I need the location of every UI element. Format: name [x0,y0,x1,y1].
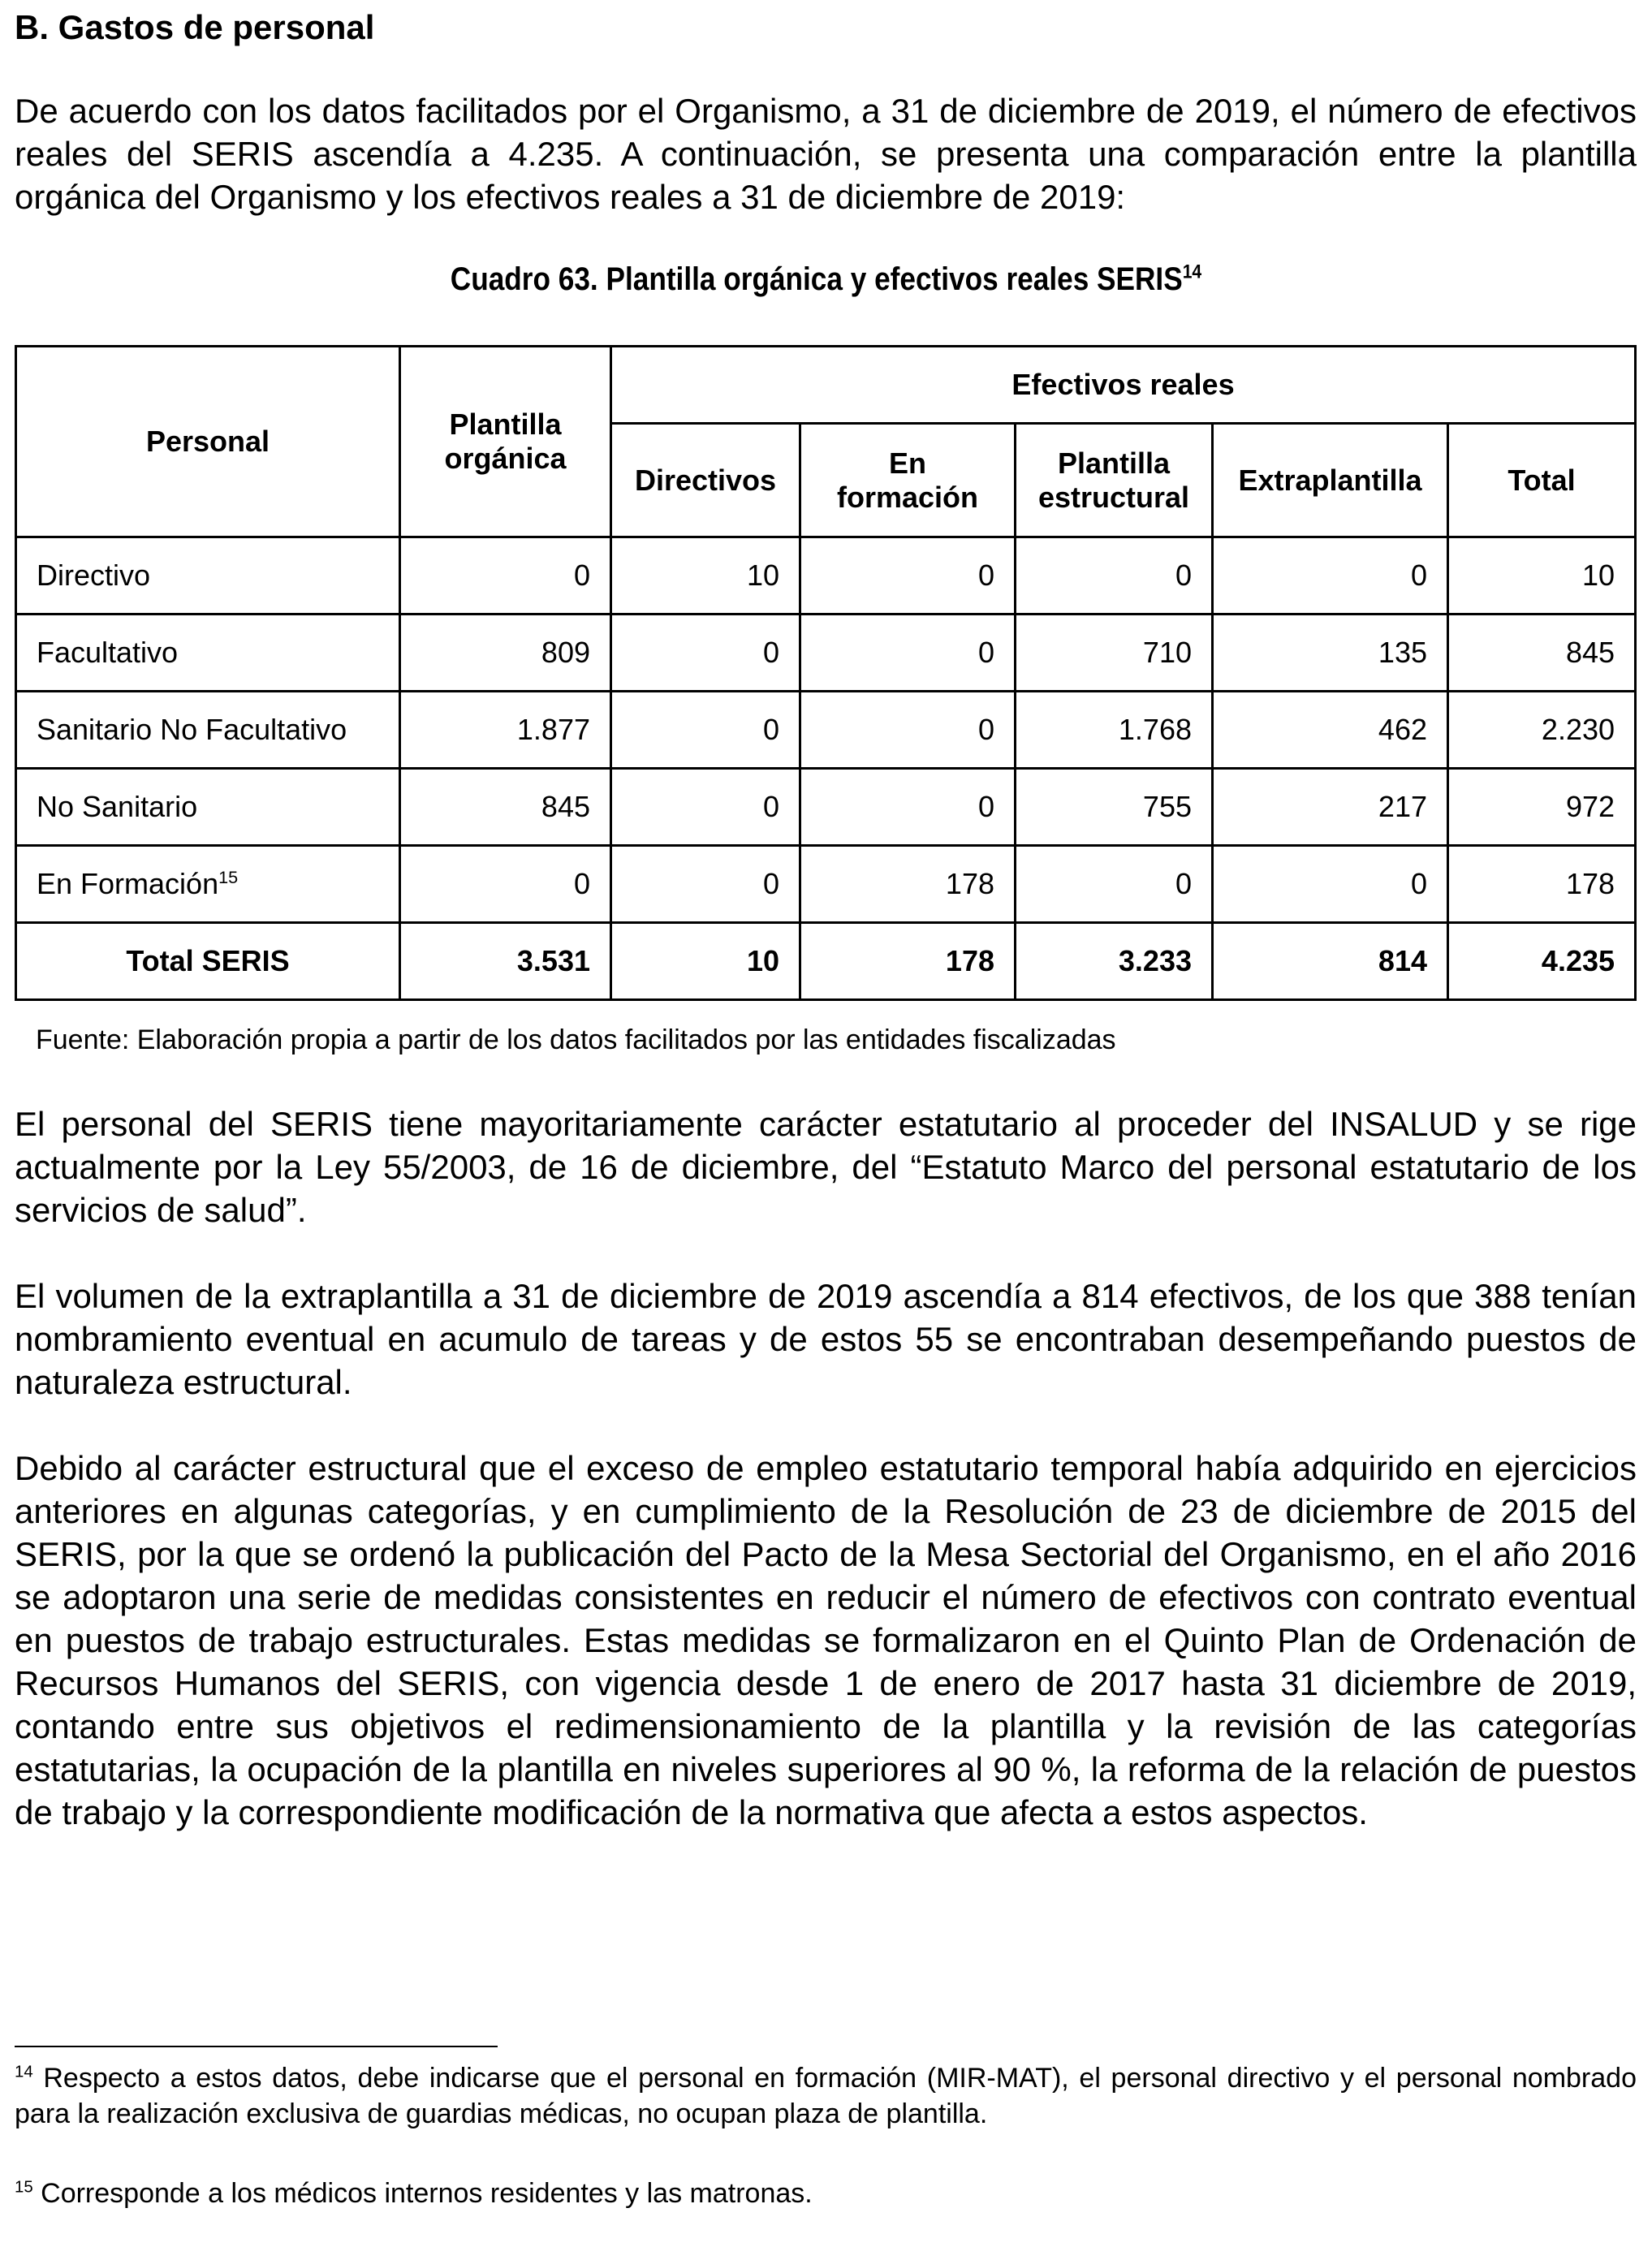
table-row [16,846,1636,923]
table-caption [99,261,1553,298]
row-label: Total SERIS [16,923,400,1000]
cell-directivos: 10 [611,923,800,1000]
cell-en-formacion: 0 [800,537,1016,615]
cell-en-formacion: 0 [800,692,1016,769]
footnote-separator [15,2046,498,2047]
body-paragraph-1: El personal del SERIS tiene mayoritariamente carácter estatutario al proceder del INSALUD y se rige actualmente por la Ley 55/2003, de 16 de diciembre, del “Estatuto Marco del personal estatutario de los servicios de salud”. [15,1105,1637,1229]
row-label: No Sanitario [16,769,400,846]
intro-paragraph: De acuerdo con los datos facilitados por el Organismo, a 31 de diciembre de 2019, el número de efectivos reales del SERIS ascendía a 4.235. A continuación, se presenta una comparación entre la plantilla orgánica del Organismo y los efectivos reales a 31 de diciembre de 2019: [15,92,1637,216]
table-caption-text: Cuadro 63. Plantilla orgánica y efectivos reales SERIS [450,261,1183,297]
cell-estructural: 0 [1016,846,1213,923]
cell-plantilla: 845 [400,769,611,846]
row-label [16,846,400,923]
header-plantilla-estructural: Plantilla estructural [1016,424,1213,537]
cell-extraplantilla: 462 [1213,692,1448,769]
cell-estructural: 0 [1016,537,1213,615]
cell-total: 845 [1448,615,1636,692]
table-source: Fuente: Elaboración propia a partir de los datos facilitados por las entidades fiscalizadas [36,1024,1116,1055]
body-paragraph-2: El volumen de la extraplantilla a 31 de diciembre de 2019 ascendía a 814 efectivos, de los que 388 tenían nombramiento eventual en acumulo de tareas y de estos 55 se encontraban desempeñando puestos de naturaleza estructural. [15,1277,1637,1401]
row-label: Sanitario No Facultativo [16,692,400,769]
cell-en-formacion: 178 [800,846,1016,923]
footnote-text: Corresponde a los médicos internos residentes y las matronas. [41,2178,813,2209]
footnote-15 [15,2176,1637,2211]
cell-extraplantilla: 217 [1213,769,1448,846]
header-directivos: Directivos [611,424,800,537]
cell-extraplantilla: 135 [1213,615,1448,692]
cell-plantilla: 1.877 [400,692,611,769]
row-label: Facultativo [16,615,400,692]
table-row [16,692,1636,769]
cell-estructural: 3.233 [1016,923,1213,1000]
cell-total: 4.235 [1448,923,1636,1000]
cell-extraplantilla: 814 [1213,923,1448,1000]
footnote-text: Respecto a estos datos, debe indicarse que el personal en formación (MIR-MAT), el personal directivo y el personal nombrado para la realización exclusiva de guardias médicas, no ocupan plaza de plantilla. [15,2063,1637,2129]
cell-plantilla: 809 [400,615,611,692]
cell-total: 10 [1448,537,1636,615]
table-total-row [16,923,1636,1000]
header-plantilla-organica: Plantilla orgánica [400,347,611,537]
cell-directivos: 0 [611,769,800,846]
section-title: B. Gastos de personal [15,8,375,46]
table-row [16,615,1636,692]
row-footnote-ref: 15 [218,867,239,887]
table-row [16,769,1636,846]
cell-en-formacion: 178 [800,923,1016,1000]
header-personal: Personal [16,347,400,537]
cell-directivos: 0 [611,846,800,923]
header-en-formacion: En formación [800,424,1016,537]
cell-extraplantilla: 0 [1213,846,1448,923]
cell-extraplantilla: 0 [1213,537,1448,615]
cell-total: 2.230 [1448,692,1636,769]
footnote-14 [15,2060,1637,2132]
cell-directivos: 0 [611,615,800,692]
cell-total: 178 [1448,846,1636,923]
table-row [16,537,1636,615]
cell-en-formacion: 0 [800,615,1016,692]
cell-estructural: 710 [1016,615,1213,692]
cell-directivos: 0 [611,692,800,769]
cell-estructural: 755 [1016,769,1213,846]
cell-estructural: 1.768 [1016,692,1213,769]
row-label: Directivo [16,537,400,615]
header-total: Total [1448,424,1636,537]
row-label-text: En Formación [37,867,219,900]
header-efectivos-reales: Efectivos reales [611,347,1636,424]
footnote-number: 14 [15,2063,33,2081]
cell-plantilla: 0 [400,537,611,615]
cell-plantilla: 0 [400,846,611,923]
cell-total: 972 [1448,769,1636,846]
cell-plantilla: 3.531 [400,923,611,1000]
cell-directivos: 10 [611,537,800,615]
staff-table [15,345,1637,1001]
body-paragraph-3: Debido al carácter estructural que el exceso de empleo estatutario temporal había adquirido en ejercicios anteriores en algunas categorías, y en cumplimiento de la Resolución de 23 de diciembre de 2015 del SERIS, por la que se ordenó la publicación del Pacto de la Mesa Sectorial del Organismo, en el año 2016 se adoptaron una serie de medidas consistentes en reducir el número de efectivos con contrato eventual en puestos de trabajo estructurales. Estas medidas se formalizaron en el Quinto Plan de Ordenación de Recursos Humanos del SERIS, con vigencia desde 1 de enero de 2017 hasta 31 diciembre de 2019, contando entre sus objetivos el redimensionamiento de la plantilla y la revisión de las categorías estatutarias, la ocupación de la plantilla en niveles superiores al 90 %, la reforma de la relación de puestos de trabajo y la correspondiente modificación de la normativa que afecta a estos aspectos. [15,1449,1637,1831]
header-extraplantilla: Extraplantilla [1213,424,1448,537]
cell-en-formacion: 0 [800,769,1016,846]
footnote-number: 15 [15,2178,33,2197]
table-caption-footnote-ref: 14 [1182,261,1202,283]
